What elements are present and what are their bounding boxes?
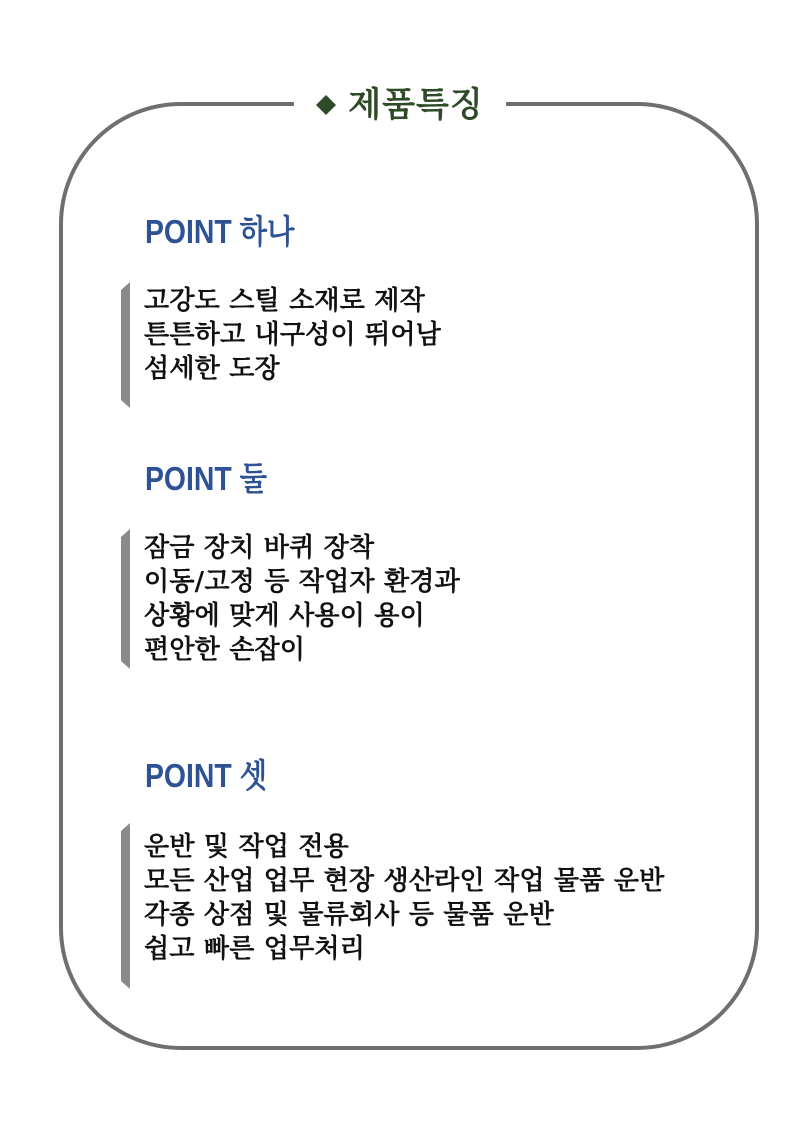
feature-line: 잠금 장치 바퀴 장착 xyxy=(144,533,375,563)
feature-line: 이동/고정 등 작업자 환경과 xyxy=(144,567,460,597)
feature-line: 섬세한 도장 xyxy=(144,354,280,384)
page-title xyxy=(294,82,505,128)
feature-line: 운반 및 작업 전용 xyxy=(144,832,349,862)
feature-line: 모든 산업 업무 현장 생산라인 작업 물품 운반 xyxy=(144,866,665,896)
feature-line: 각종 상점 및 물류회사 등 물품 운반 xyxy=(144,900,554,930)
page-title-text: 제품특징 xyxy=(348,85,484,125)
accent-bar xyxy=(121,823,130,989)
section-heading: POINT 하나 xyxy=(145,213,295,250)
feature-line: 튼튼하고 내구성이 뛰어남 xyxy=(144,320,441,350)
accent-bar xyxy=(121,529,130,669)
section-heading: POINT 둘 xyxy=(145,460,268,497)
feature-line: 쉽고 빠른 업무처리 xyxy=(144,934,366,964)
diamond-icon xyxy=(316,95,336,115)
feature-line: 편안한 손잡이 xyxy=(144,635,306,665)
title-container xyxy=(0,82,800,128)
feature-line: 상황에 맞게 사용이 용이 xyxy=(144,601,425,631)
feature-list xyxy=(144,830,664,966)
section-heading: POINT 셋 xyxy=(145,757,268,794)
accent-bar xyxy=(121,282,130,408)
feature-list xyxy=(144,284,441,386)
feature-line: 고강도 스틸 소재로 제작 xyxy=(144,286,425,316)
feature-list xyxy=(144,531,460,667)
